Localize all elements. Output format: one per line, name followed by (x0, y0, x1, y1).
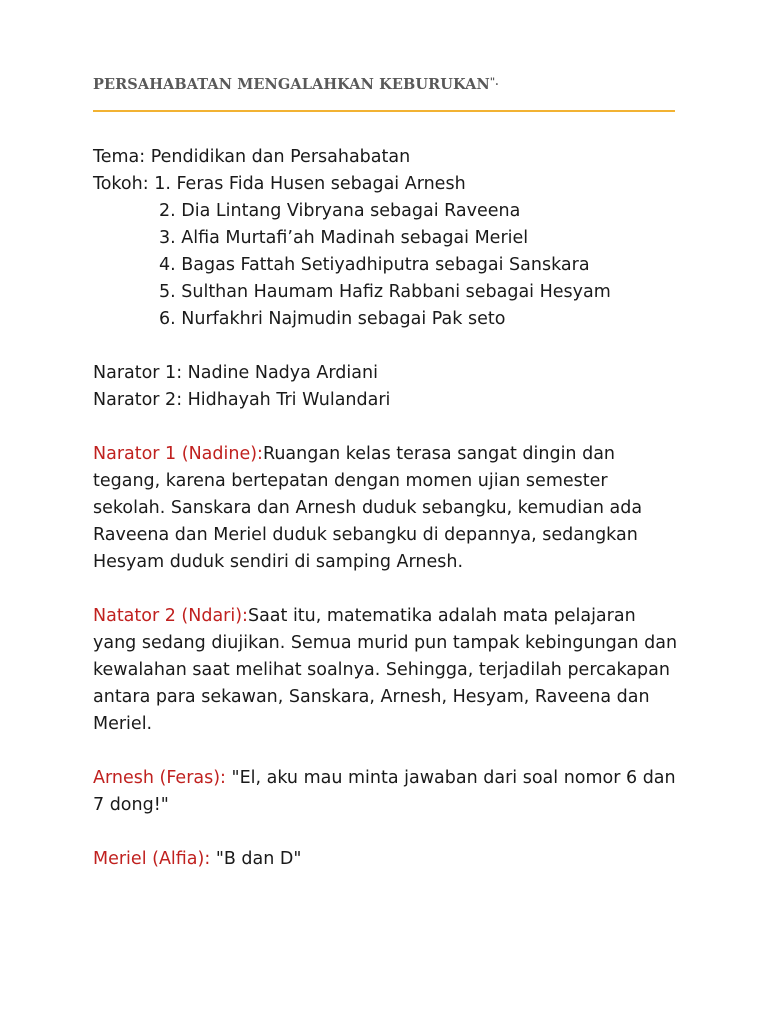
spacer (93, 333, 683, 360)
scene-text: "El, aku mau minta jawaban dari soal nomor 6 dan 7 dong!" (93, 768, 676, 815)
spacer (93, 414, 683, 441)
tokoh-line: Tokoh: 1. Feras Fida Husen sebagai Arnesh (93, 174, 466, 194)
scene-text: Saat itu, matematika adalah mata pelajaran yang sedang diujikan. Semua murid pun tampak kebingungan dan kewalahan saat melihat soalnya. Sehingga, terjadilah percakapan antara para sekawan, Sanskara, Arnesh, Hesyam, Raveena dan Meriel. (93, 606, 678, 734)
narator-line: Narator 2: Hidhayah Tri Wulandari (93, 390, 391, 410)
scene-paragraph (93, 846, 683, 873)
scene-paragraph (93, 765, 683, 819)
document-title (93, 76, 499, 93)
tokoh-line: 2. Dia Lintang Vibryana sebagai Raveena (159, 201, 521, 221)
tema-line: Tema: Pendidikan dan Persahabatan (93, 147, 411, 167)
tokoh-line: 6. Nurfakhri Najmudin sebagai Pak seto (159, 309, 506, 329)
tokoh-line: 4. Bagas Fattah Setiyadhiputra sebagai Sanskara (159, 255, 590, 275)
spacer (93, 819, 683, 846)
speaker-label: Arnesh (Feras): (93, 768, 232, 788)
document-title-text: PERSAHABATAN MENGALAHKAN KEBURUKAN (93, 76, 490, 93)
spacer (93, 738, 683, 765)
speaker-label: Meriel (Alfia): (93, 849, 216, 869)
scene-text: "B dan D" (215, 849, 302, 869)
speaker-label: Natator 2 (Ndari): (93, 606, 248, 626)
speaker-label: Narator 1 (Nadine): (93, 444, 263, 464)
spacer (93, 576, 683, 603)
scene-paragraph (93, 603, 683, 738)
scene-text: Ruangan kelas terasa sangat dingin dan tegang, karena bertepatan dengan momen ujian semester sekolah. Sanskara dan Arnesh duduk sebangku, kemudian ada Raveena dan Meriel duduk sebangku di depannya, sedangkan Hesyam duduk sendiri di samping Arnesh. (93, 444, 643, 572)
narator-line: Narator 1: Nadine Nadya Ardiani (93, 363, 378, 383)
tokoh-line: 3. Alfia Murtafi’ah Madinah sebagai Meriel (159, 228, 529, 248)
scene-paragraph (93, 441, 683, 576)
title-divider (93, 110, 675, 112)
document-title-mark: ". (489, 77, 499, 88)
tokoh-line: 5. Sulthan Haumam Hafiz Rabbani sebagai Hesyam (159, 282, 611, 302)
document-body (93, 144, 683, 873)
